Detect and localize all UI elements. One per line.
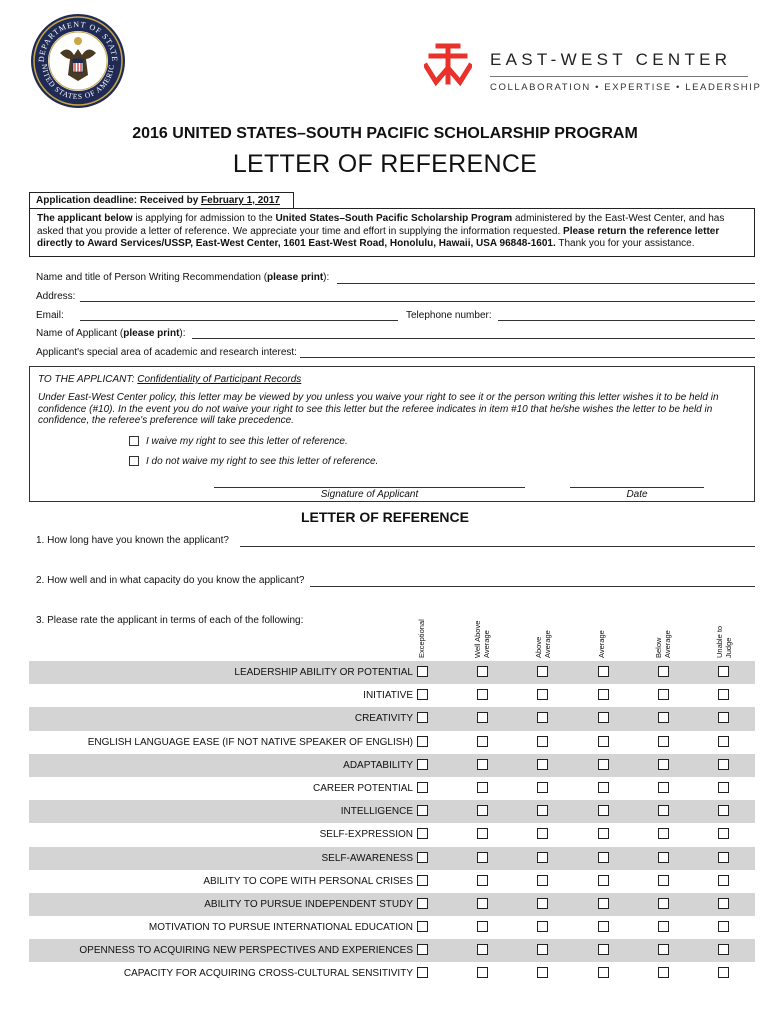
rating-checkbox-above[interactable]: [537, 712, 548, 723]
rating-checkbox-well-above[interactable]: [477, 689, 488, 700]
rating-checkbox-above[interactable]: [537, 689, 548, 700]
rating-checkbox-unable[interactable]: [718, 712, 729, 723]
col-head-line2: Average: [481, 630, 491, 658]
col-head-unable: [716, 598, 733, 658]
rating-checkbox-well-above[interactable]: [477, 666, 488, 677]
intro-box: [29, 208, 755, 257]
rating-row: [29, 893, 755, 916]
col-head-line1: Well Above: [473, 620, 482, 658]
rating-checkbox-well-above[interactable]: [477, 782, 488, 793]
east-west-center-logo-icon: [424, 42, 472, 88]
question-1-answer[interactable]: [240, 546, 755, 547]
rating-table: [29, 661, 755, 986]
special-area-field[interactable]: [300, 357, 755, 358]
rating-checkbox-exceptional[interactable]: [417, 666, 428, 677]
col-head-line2: Average: [542, 630, 552, 658]
reference-section-title: LETTER OF REFERENCE: [300, 509, 469, 525]
intro-text-1: is applying for admission to the: [132, 213, 276, 224]
confidentiality-title-b: Confidentiality of Participant Records: [137, 374, 302, 385]
address-field[interactable]: [80, 301, 755, 302]
intro-return-address: Please return the reference letter directly to Award Services/USSP, East-West Center, 1601 East-West Road, Honolulu, Hawaii, USA 96848-1601.: [37, 225, 720, 249]
rating-checkbox-above[interactable]: [537, 759, 548, 770]
rating-checkbox-average[interactable]: [598, 898, 609, 909]
deadline-box: [29, 192, 294, 209]
deadline-label: Application deadline: Received by: [36, 195, 202, 206]
rating-checkbox-average[interactable]: [598, 666, 609, 677]
confidentiality-title-a: TO THE APPLICANT:: [38, 374, 138, 385]
rating-checkbox-average[interactable]: [598, 828, 609, 839]
rating-checkbox-average[interactable]: [598, 852, 609, 863]
not-waive-checkbox[interactable]: [129, 456, 139, 466]
applicant-name-label: [36, 328, 186, 339]
rating-checkbox-unable[interactable]: [718, 689, 729, 700]
rating-checkbox-unable[interactable]: [718, 736, 729, 747]
writer-label-b: please print: [267, 272, 324, 283]
rating-checkbox-exceptional[interactable]: [417, 944, 428, 955]
rating-checkbox-below[interactable]: [658, 712, 669, 723]
rating-row: [29, 939, 755, 962]
rating-row: [29, 823, 755, 846]
rating-row: [29, 847, 755, 870]
col-head-average: [598, 598, 607, 658]
writer-name-field[interactable]: [337, 283, 755, 284]
criterion-label: MOTIVATION TO PURSUE INTERNATIONAL EDUCATION: [148, 922, 413, 934]
col-head-above: [535, 598, 552, 658]
rating-checkbox-exceptional[interactable]: [417, 736, 428, 747]
rating-checkbox-above[interactable]: [537, 782, 548, 793]
state-department-seal: [30, 13, 126, 109]
rating-checkbox-well-above[interactable]: [477, 875, 488, 886]
rating-checkbox-below[interactable]: [658, 828, 669, 839]
not-waive-label: I do not waive my right to see this letter of reference.: [146, 456, 379, 467]
rating-checkbox-above[interactable]: [537, 805, 548, 816]
col-head-line1: Average: [597, 630, 606, 658]
confidentiality-title: [38, 374, 301, 385]
intro-applicant-below: The applicant below: [37, 213, 133, 224]
rating-row: [29, 731, 755, 754]
rating-checkbox-unable[interactable]: [718, 921, 729, 932]
rating-checkbox-unable[interactable]: [718, 782, 729, 793]
rating-checkbox-below[interactable]: [658, 852, 669, 863]
rating-checkbox-exceptional[interactable]: [417, 828, 428, 839]
criterion-label: ABILITY TO PURSUE INDEPENDENT STUDY: [204, 898, 413, 910]
rating-checkbox-average[interactable]: [598, 689, 609, 700]
rating-checkbox-average[interactable]: [598, 944, 609, 955]
rating-row: [29, 684, 755, 707]
question-2-answer[interactable]: [310, 586, 755, 587]
waive-checkbox[interactable]: [129, 436, 139, 446]
col-head-line1: Above: [534, 636, 543, 658]
applicant-label-b: please print: [123, 328, 180, 339]
criterion-label: ABILITY TO COPE WITH PERSONAL CRISES: [203, 875, 413, 887]
rating-checkbox-well-above[interactable]: [477, 944, 488, 955]
col-head-well-above: [474, 598, 491, 658]
applicant-name-field[interactable]: [192, 338, 755, 339]
rating-checkbox-exceptional[interactable]: [417, 967, 428, 978]
writer-label-a: Name and title of Person Writing Recommendation (: [36, 272, 268, 283]
rating-row: [29, 754, 755, 777]
rating-checkbox-well-above[interactable]: [477, 712, 488, 723]
rating-checkbox-above[interactable]: [537, 828, 548, 839]
rating-checkbox-unable[interactable]: [718, 759, 729, 770]
org-tagline: COLLABORATION • EXPERTISE • LEADERSHIP: [490, 82, 762, 93]
writer-name-label: [36, 272, 329, 283]
rating-checkbox-above[interactable]: [537, 921, 548, 932]
rating-checkbox-unable[interactable]: [718, 666, 729, 677]
rating-checkbox-below[interactable]: [658, 944, 669, 955]
org-name: EAST-WEST CENTER: [490, 50, 732, 69]
rating-checkbox-well-above[interactable]: [477, 967, 488, 978]
rating-checkbox-exceptional[interactable]: [417, 805, 428, 816]
col-head-line1: Unable to: [715, 625, 724, 658]
rating-checkbox-average[interactable]: [598, 875, 609, 886]
rating-checkbox-exceptional[interactable]: [417, 712, 428, 723]
col-head-below: [655, 598, 672, 658]
writer-label-c: ):: [323, 272, 330, 283]
rating-checkbox-above[interactable]: [537, 944, 548, 955]
rating-checkbox-unable[interactable]: [718, 898, 729, 909]
rating-checkbox-below[interactable]: [658, 782, 669, 793]
intro-text-2: administered by the East-West Center, and has asked that you provide a letter of reference. We appreciate your time and effort in supplying the information requested.: [37, 213, 725, 237]
criterion-label: CREATIVITY: [354, 713, 413, 725]
applicant-label-a: Name of Applicant (: [36, 328, 124, 339]
seal-text-bottom: NITED STATES OF AMERIC: [39, 63, 117, 102]
col-head-exceptional: [418, 598, 427, 658]
col-head-line1: Exceptional: [417, 619, 426, 658]
telephone-label: Telephone number:: [406, 310, 492, 321]
deadline-date: February 1, 2017: [201, 195, 280, 206]
rating-checkbox-unable[interactable]: [718, 852, 729, 863]
signature-date-field[interactable]: [570, 487, 704, 488]
rating-checkbox-above[interactable]: [537, 875, 548, 886]
question-3: 3. Please rate the applicant in terms of each of the following:: [36, 615, 304, 626]
confidentiality-body: Under East-West Center policy, this letter may be viewed by you unless you waive your right to see it or the person writing this letter wishes it to be held in confidence (#10). In the event you do not waive your right to see this letter but the referee indicates in item #10 that he/she wishes the letter to be held in confidence, the referee's preference will take precedence.: [38, 392, 719, 426]
rating-checkbox-below[interactable]: [658, 689, 669, 700]
rating-checkbox-well-above[interactable]: [477, 828, 488, 839]
address-label: Address:: [36, 291, 76, 302]
rating-checkbox-well-above[interactable]: [477, 805, 488, 816]
waive-label: I waive my right to see this letter of reference.: [146, 436, 348, 447]
rating-checkbox-above[interactable]: [537, 967, 548, 978]
rating-checkbox-below[interactable]: [658, 875, 669, 886]
rating-checkbox-above[interactable]: [537, 736, 548, 747]
rating-checkbox-above[interactable]: [537, 898, 548, 909]
rating-row: [29, 777, 755, 800]
question-1: 1. How long have you known the applicant?: [36, 535, 229, 546]
rating-checkbox-exceptional[interactable]: [417, 898, 428, 909]
criterion-label: INITIATIVE: [363, 690, 413, 702]
rating-checkbox-exceptional[interactable]: [417, 921, 428, 932]
criterion-label: ENGLISH LANGUAGE EASE (IF NOT NATIVE SPEAKER OF ENGLISH): [87, 736, 413, 748]
rating-row: [29, 661, 755, 684]
rating-checkbox-unable[interactable]: [718, 967, 729, 978]
rating-checkbox-below[interactable]: [658, 898, 669, 909]
rating-checkbox-average[interactable]: [598, 782, 609, 793]
rating-checkbox-exceptional[interactable]: [417, 875, 428, 886]
rating-checkbox-exceptional[interactable]: [417, 759, 428, 770]
rating-checkbox-average[interactable]: [598, 712, 609, 723]
rating-checkbox-well-above[interactable]: [477, 898, 488, 909]
criterion-label: INTELLIGENCE: [340, 806, 413, 818]
rating-checkbox-below[interactable]: [658, 666, 669, 677]
rating-checkbox-well-above[interactable]: [477, 736, 488, 747]
rating-checkbox-well-above[interactable]: [477, 852, 488, 863]
rating-checkbox-exceptional[interactable]: [417, 852, 428, 863]
rating-checkbox-average[interactable]: [598, 759, 609, 770]
col-head-line1: Below: [654, 637, 663, 658]
rating-checkbox-below[interactable]: [658, 759, 669, 770]
rating-row: [29, 800, 755, 823]
rating-checkbox-average[interactable]: [598, 805, 609, 816]
rating-checkbox-below[interactable]: [658, 736, 669, 747]
rating-checkbox-average[interactable]: [598, 967, 609, 978]
confidentiality-box: [29, 366, 755, 502]
rating-checkbox-exceptional[interactable]: [417, 689, 428, 700]
intro-program-name: United States–South Pacific Scholarship Program: [275, 213, 513, 224]
signature-label: Signature of Applicant: [320, 489, 419, 500]
rating-checkbox-unable[interactable]: [718, 875, 729, 886]
question-2: 2. How well and in what capacity do you know the applicant?: [36, 575, 305, 586]
rating-checkbox-unable[interactable]: [718, 828, 729, 839]
seal-text-top: DEPARTMENT OF STATE: [36, 19, 120, 63]
rating-row: [29, 870, 755, 893]
col-head-line2: Average: [662, 630, 672, 658]
date-label: Date: [626, 489, 648, 500]
email-label: Email:: [36, 310, 64, 321]
email-field[interactable]: [80, 320, 398, 321]
rating-checkbox-above[interactable]: [537, 666, 548, 677]
rating-checkbox-average[interactable]: [598, 921, 609, 932]
rating-checkbox-below[interactable]: [658, 805, 669, 816]
criterion-label: SELF-EXPRESSION: [319, 829, 413, 841]
intro-thanks: Thank you for your assistance.: [555, 238, 695, 249]
criterion-label: CAPACITY FOR ACQUIRING CROSS-CULTURAL SENSITIVITY: [123, 968, 413, 980]
rating-checkbox-below[interactable]: [658, 967, 669, 978]
criterion-label: CAREER POTENTIAL: [312, 782, 413, 794]
org-divider: [490, 76, 748, 77]
rating-row: [29, 916, 755, 939]
criterion-label: ADAPTABILITY: [343, 759, 413, 771]
rating-row: [29, 707, 755, 730]
rating-checkbox-average[interactable]: [598, 736, 609, 747]
rating-checkbox-below[interactable]: [658, 921, 669, 932]
rating-checkbox-exceptional[interactable]: [417, 782, 428, 793]
special-area-label: Applicant's special area of academic and research interest:: [36, 347, 297, 358]
col-head-line2: Judge: [723, 637, 733, 658]
criterion-label: LEADERSHIP ABILITY OR POTENTIAL: [234, 667, 413, 678]
telephone-field[interactable]: [498, 320, 755, 321]
rating-checkbox-unable[interactable]: [718, 944, 729, 955]
criterion-label: OPENNESS TO ACQUIRING NEW PERSPECTIVES AND EXPERIENCES: [79, 945, 413, 957]
rating-checkbox-above[interactable]: [537, 852, 548, 863]
rating-row: [29, 962, 755, 985]
letter-title: LETTER OF REFERENCE: [232, 150, 538, 178]
rating-checkbox-well-above[interactable]: [477, 921, 488, 932]
applicant-signature-field[interactable]: [214, 487, 525, 488]
rating-checkbox-unable[interactable]: [718, 805, 729, 816]
rating-checkbox-well-above[interactable]: [477, 759, 488, 770]
criterion-label: SELF-AWARENESS: [321, 852, 413, 864]
program-title: 2016 UNITED STATES–SOUTH PACIFIC SCHOLARSHIP PROGRAM: [132, 125, 638, 142]
applicant-label-c: ):: [179, 328, 186, 339]
